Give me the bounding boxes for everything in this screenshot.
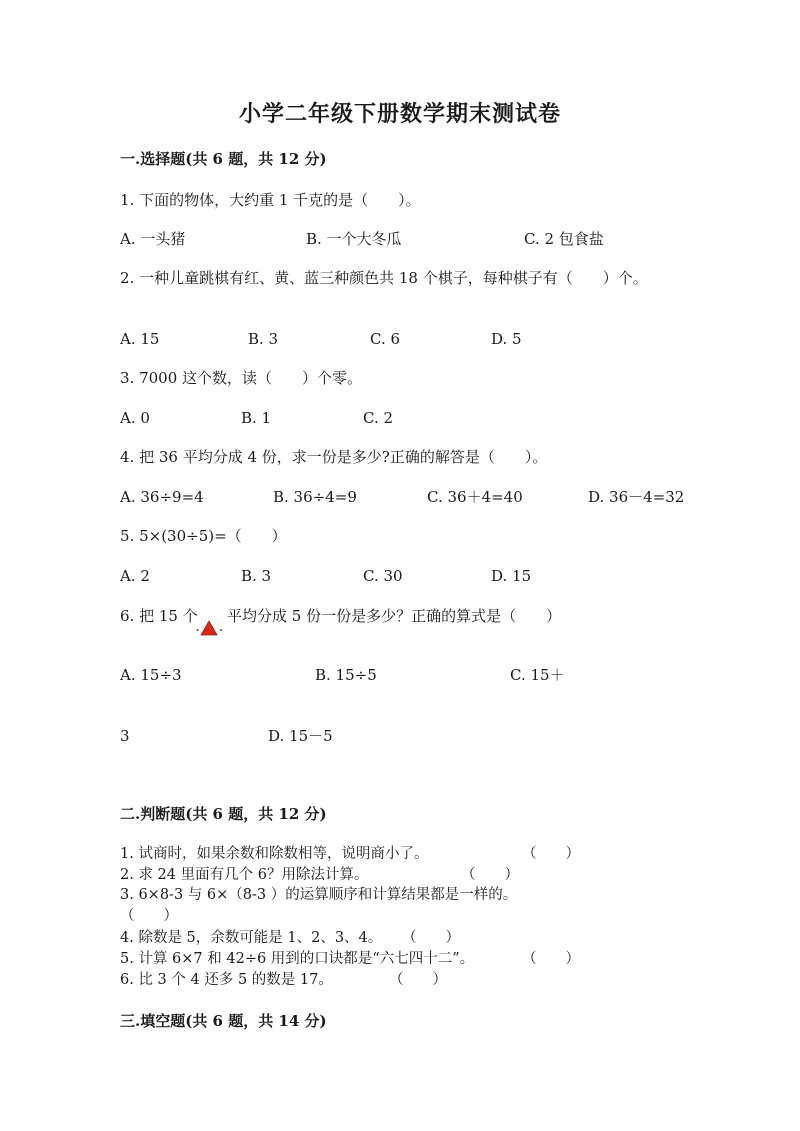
question-2-stem: 2. 一种儿童跳棋有红、黄、蓝三种颜色共 18 个棋子，每种棋子有（ ）个。 xyxy=(120,269,648,287)
question-3-option-b: B. 1 xyxy=(241,409,272,427)
judgment-1-answer-blank: （ ） xyxy=(522,846,580,862)
judgment-5-text: 5. 计算 6×7 和 42÷6 用到的口诀都是“六七四十二”。 xyxy=(120,951,475,967)
question-2-option-b: B. 3 xyxy=(248,330,279,348)
question-6-option-b: B. 15÷5 xyxy=(315,666,377,684)
question-4-stem: 4. 把 36 平均分成 4 份，求一份是多少?正确的解答是（ ）。 xyxy=(120,448,548,466)
judgment-5-answer-blank: （ ） xyxy=(522,951,580,967)
question-3-option-c: C. 2 xyxy=(363,409,394,427)
question-6-option-a: A. 15÷3 xyxy=(120,666,182,684)
question-3-option-a: A. 0 xyxy=(120,409,150,427)
question-5-option-b: B. 3 xyxy=(241,567,272,585)
section-heading-judgment: 二.判断题(共 6 题，共 12 分) xyxy=(120,805,327,823)
question-1-option-a: A. 一头猪 xyxy=(120,230,186,248)
question-5-option-a: A. 2 xyxy=(120,567,150,585)
judgment-3-text: 3. 6×8-3 与 6×（8-3 ）的运算顺序和计算结果都是一样的。 xyxy=(120,887,518,903)
question-6-stem-start: 6. 把 15 个 xyxy=(120,607,198,625)
question-2-option-d: D. 5 xyxy=(491,330,522,348)
question-5-stem: 5. 5×(30÷5)=（ ） xyxy=(120,527,287,545)
question-2-option-a: A. 15 xyxy=(120,330,160,348)
question-6-option-c-continued: 3 xyxy=(120,727,130,745)
question-6-option-c: C. 15＋ xyxy=(510,666,565,684)
question-1-option-b: B. 一个大冬瓜 xyxy=(306,230,402,248)
judgment-6-text: 6. 比 3 个 4 还多 5 的数是 17。 xyxy=(120,972,333,988)
question-4-option-b: B. 36÷4=9 xyxy=(273,488,357,506)
red-triangle-icon xyxy=(196,615,222,641)
question-4-option-a: A. 36÷9=4 xyxy=(120,488,204,506)
judgment-3-answer-blank: （ ） xyxy=(120,908,178,924)
judgment-6-answer-blank: （ ） xyxy=(389,972,447,988)
question-1-stem: 1. 下面的物体，大约重 1 千克的是（ ）。 xyxy=(120,191,421,209)
question-1-option-c: C. 2 包食盐 xyxy=(524,230,604,248)
judgment-4-answer-blank: （ ） xyxy=(402,930,460,946)
judgment-1-text: 1. 试商时，如果余数和除数相等，说明商小了。 xyxy=(120,846,429,862)
question-5-option-c: C. 30 xyxy=(363,567,403,585)
question-3-stem: 3. 7000 这个数，读（ ）个零。 xyxy=(120,369,363,387)
question-6-stem-end: 平均分成 5 份一份是多少？正确的算式是（ ） xyxy=(227,607,562,625)
section-heading-fill-blank: 三.填空题(共 6 题，共 14 分) xyxy=(120,1012,327,1030)
question-4-option-c: C. 36＋4=40 xyxy=(427,488,523,506)
section-heading-choice: 一.选择题(共 6 题，共 12 分) xyxy=(120,150,327,168)
judgment-4-text: 4. 除数是 5，余数可能是 1、2、3、4。 xyxy=(120,930,383,946)
page-title: 小学二年级下册数学期末测试卷 xyxy=(238,101,561,127)
question-4-option-d: D. 36－4=32 xyxy=(588,488,685,506)
judgment-2-answer-blank: （ ） xyxy=(461,867,519,883)
judgment-2-text: 2. 求 24 里面有几个 6？用除法计算。 xyxy=(120,867,369,883)
question-6-option-d: D. 15－5 xyxy=(268,727,333,745)
question-5-option-d: D. 15 xyxy=(491,567,532,585)
question-2-option-c: C. 6 xyxy=(370,330,401,348)
